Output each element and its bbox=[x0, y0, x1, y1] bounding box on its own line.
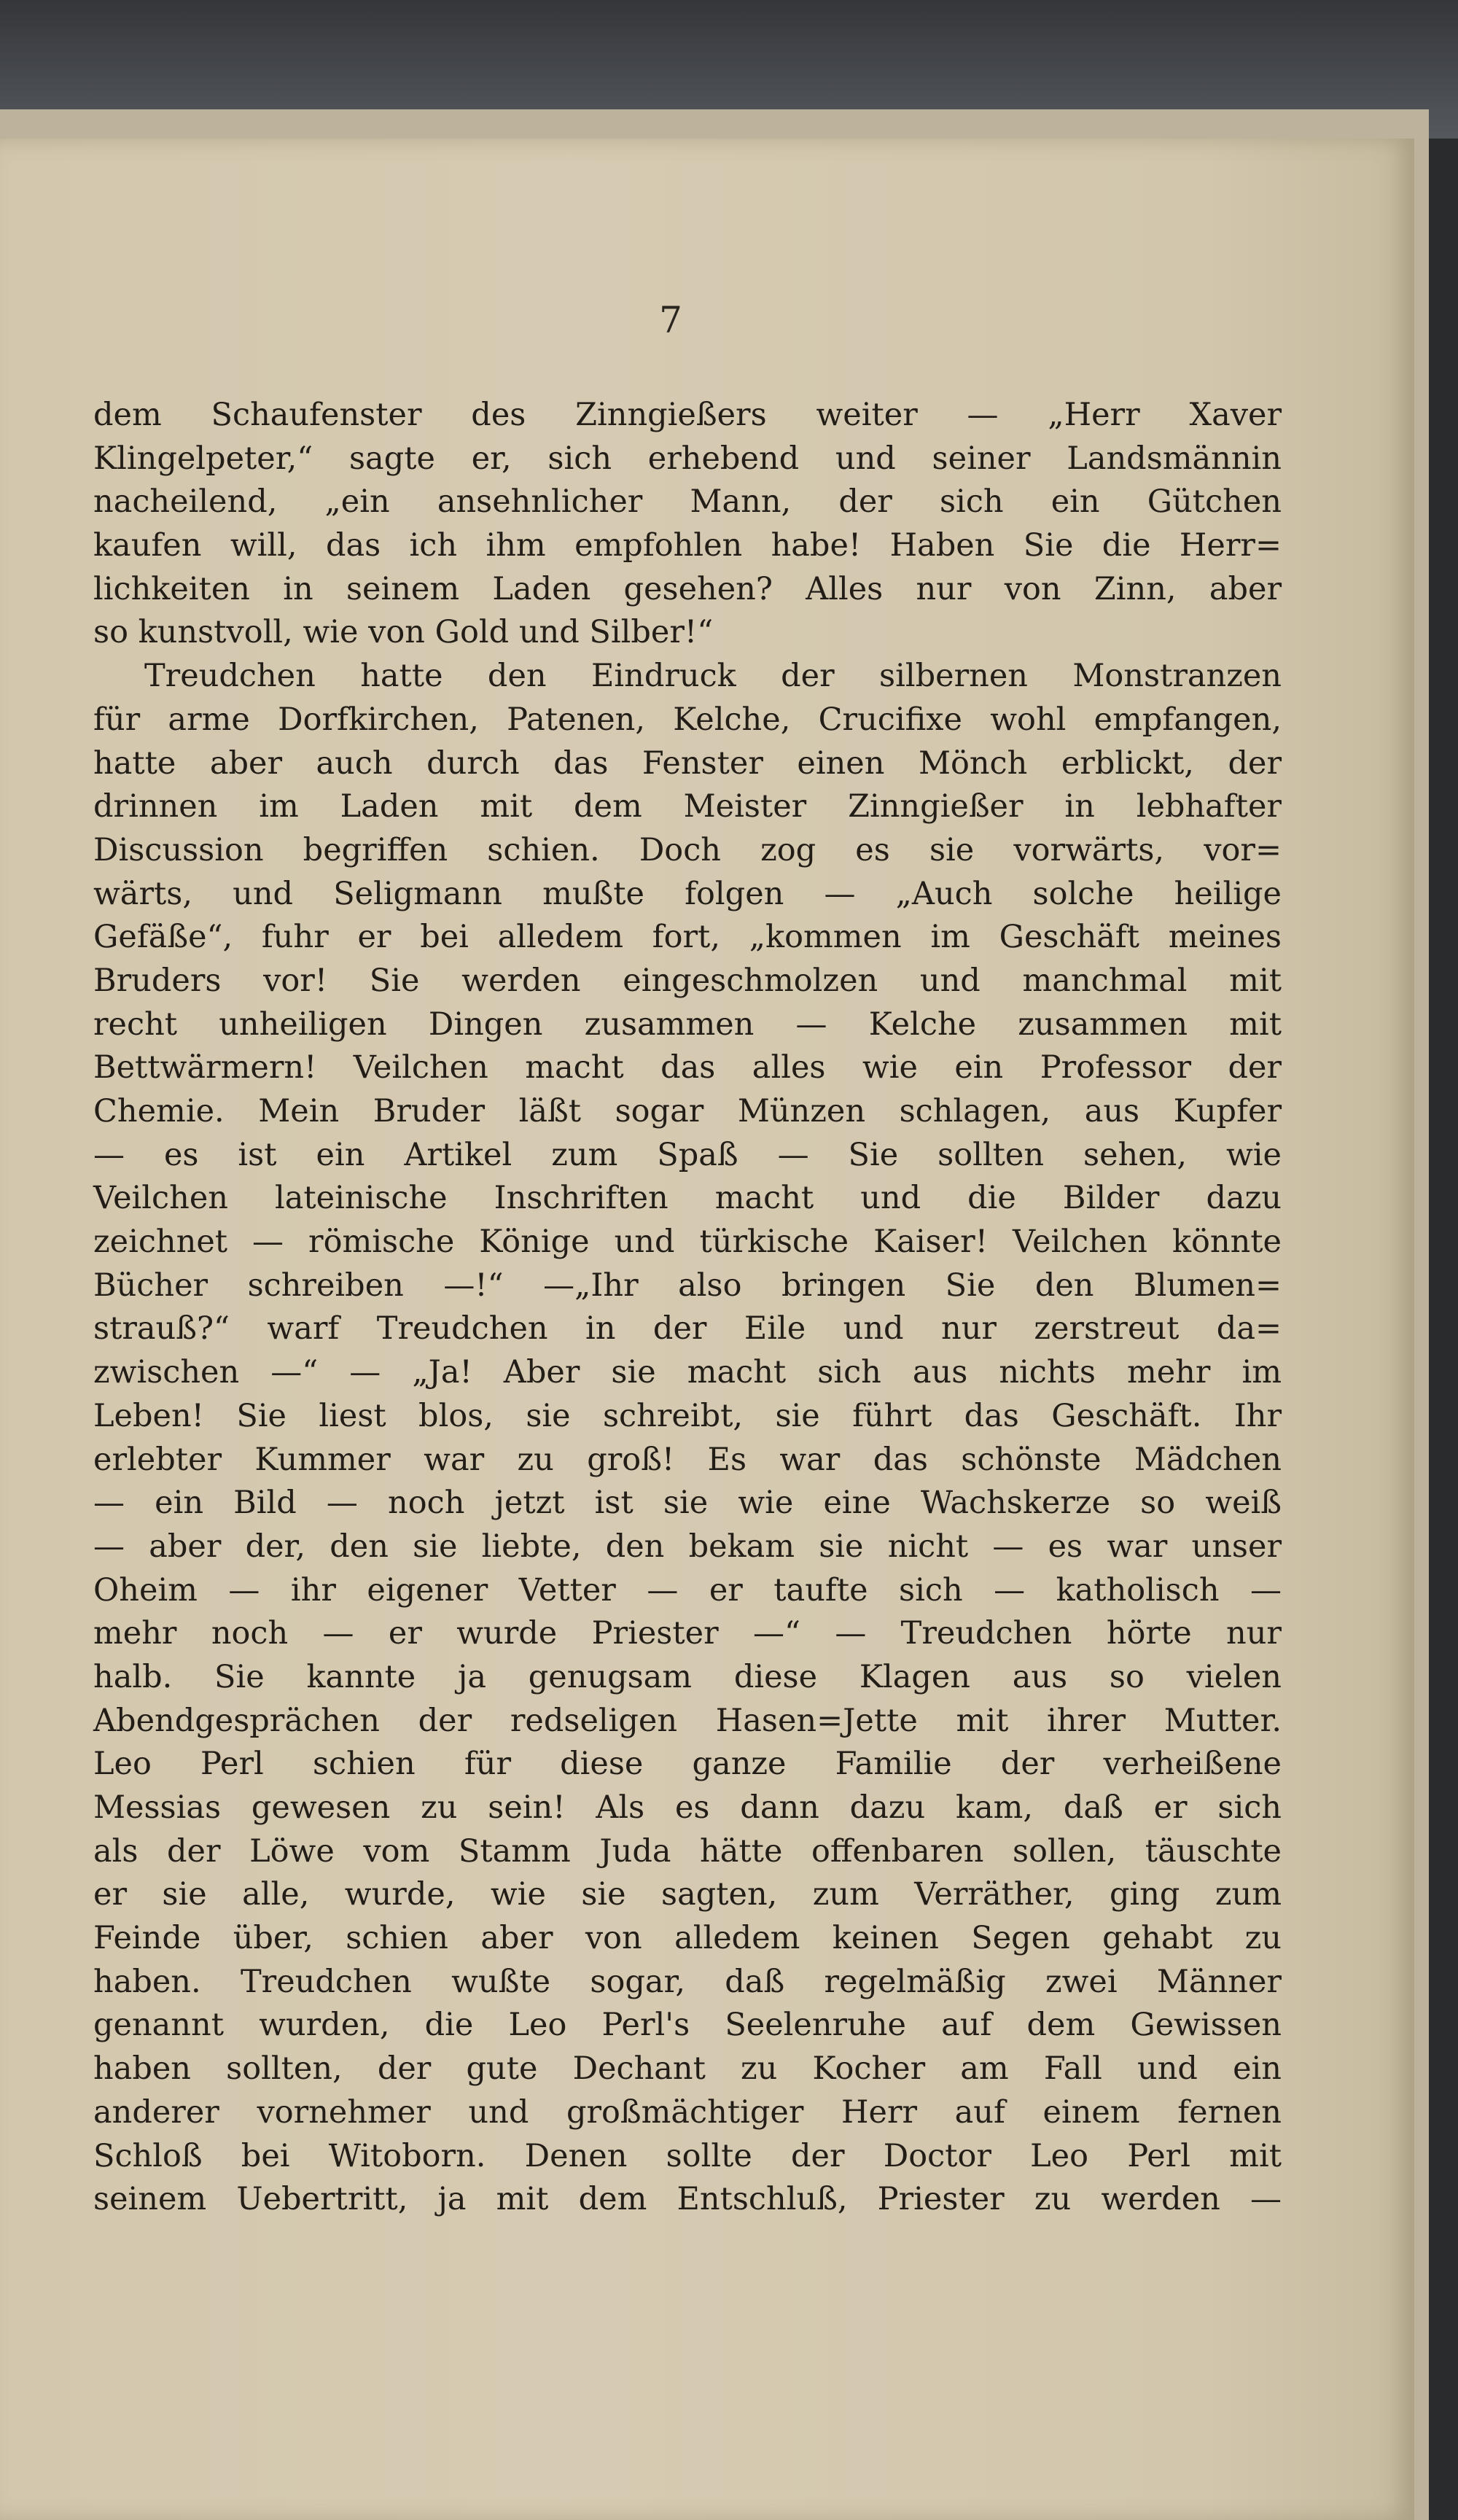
page-number: 7 bbox=[659, 299, 682, 341]
text-line: Schloß bei Witoborn. Denen sollte der Doctor Leo Perl mit bbox=[93, 2137, 1282, 2174]
text-line: seinem Uebertritt, ja mit dem Entschluß, Priester zu werden — bbox=[93, 2181, 1282, 2218]
text-line: lichkeiten in seinem Laden gesehen? Alles nur von Zinn, aber bbox=[93, 570, 1282, 607]
text-line: anderer vornehmer und großmächtiger Herr auf einem fernen bbox=[93, 2093, 1282, 2131]
text-line: er sie alle, wurde, wie sie sagten, zum Verräther, ging zum bbox=[93, 1876, 1282, 1913]
text-line: Discussion begriffen schien. Doch zog es sie vorwärts, vor= bbox=[93, 831, 1282, 868]
text-line: nacheilend, „ein ansehnlicher Mann, der sich ein Gütchen bbox=[93, 483, 1282, 521]
text-line: Klingelpeter,“ sagte er, sich erhebend und seiner Landsmännin bbox=[93, 440, 1282, 477]
text-line: — aber der, den sie liebte, den bekam sie nicht — es war unser bbox=[93, 1528, 1282, 1565]
text-line: Abendgesprächen der redseligen Hasen=Jette mit ihrer Mutter. bbox=[93, 1702, 1282, 1739]
text-line: erlebter Kummer war zu groß! Es war das schönste Mädchen bbox=[93, 1441, 1282, 1478]
text-line: halb. Sie kannte ja genugsam diese Klagen aus so vielen bbox=[93, 1658, 1282, 1695]
text-line: haben sollten, der gute Dechant zu Kocher am Fall und ein bbox=[93, 2050, 1282, 2088]
text-line: Leo Perl schien für diese ganze Familie der verheißene bbox=[93, 1746, 1282, 1783]
body-text bbox=[93, 394, 1282, 2222]
text-line: Bücher schreiben —!“ —„Ihr also bringen Sie den Blumen= bbox=[93, 1267, 1282, 1304]
text-line: hatte aber auch durch das Fenster einen Mönch erblickt, der bbox=[93, 744, 1282, 782]
text-line: Leben! Sie liest blos, sie schreibt, sie führt das Geschäft. Ihr bbox=[93, 1397, 1282, 1434]
text-line: dem Schaufenster des Zinngießers weiter — „Herr Xaver bbox=[93, 397, 1282, 433]
text-line: Bettwärmern! Veilchen macht das alles wie ein Professor der bbox=[93, 1049, 1282, 1086]
text-line: Veilchen lateinische Inschriften macht und die Bilder dazu bbox=[93, 1180, 1282, 1217]
text-line: kaufen will, das ich ihm empfohlen habe! Haben Sie die Herr= bbox=[93, 527, 1282, 564]
text-line: Feinde über, schien aber von alledem keinen Segen gehabt zu bbox=[93, 1920, 1282, 1957]
text-line: zeichnet — römische Könige und türkische Kaiser! Veilchen könnte bbox=[93, 1224, 1282, 1261]
text-line: für arme Dorfkirchen, Patenen, Kelche, Crucifixe wohl empfangen, bbox=[93, 701, 1282, 738]
text-line: haben. Treudchen wußte sogar, daß regelmäßig zwei Männer bbox=[93, 1963, 1282, 2000]
text-line: als der Löwe vom Stamm Juda hätte offenbaren sollen, täuschte bbox=[93, 1832, 1282, 1870]
text-line: genannt wurden, die Leo Perl's Seelenruhe auf dem Gewissen bbox=[93, 2007, 1282, 2044]
text-line: wärts, und Seligmann mußte folgen — „Auch solche heilige bbox=[93, 875, 1282, 912]
text-line: mehr noch — er wurde Priester —“ — Treudchen hörte nur bbox=[93, 1615, 1282, 1652]
text-line: Gefäße“, fuhr er bei alledem fort, „kommen im Geschäft meines bbox=[93, 919, 1282, 956]
text-line: Bruders vor! Sie werden eingeschmolzen und manchmal mit bbox=[93, 962, 1282, 999]
text-line: Chemie. Mein Bruder läßt sogar Münzen schlagen, aus Kupfer bbox=[93, 1093, 1282, 1129]
text-line: zwischen —“ — „Ja! Aber sie macht sich aus nichts mehr im bbox=[93, 1354, 1282, 1391]
text-line: recht unheiligen Dingen zusammen — Kelche zusammen mit bbox=[93, 1006, 1282, 1043]
text-line: strauß?“ warf Treudchen in der Eile und nur zerstreut da= bbox=[93, 1310, 1282, 1348]
text-line: Oheim — ihr eigener Vetter — er taufte sich — katholisch — bbox=[93, 1571, 1282, 1609]
text-line: drinnen im Laden mit dem Meister Zinngießer in lebhafter bbox=[93, 788, 1282, 825]
text-line: so kunstvoll, wie von Gold und Silber!“ bbox=[93, 614, 714, 651]
text-line: Messias gewesen zu sein! Als es dann dazu kam, daß er sich bbox=[93, 1789, 1282, 1826]
text-line: — es ist ein Artikel zum Spaß — Sie sollten sehen, wie bbox=[93, 1136, 1282, 1173]
paragraph-start: Treudchen hatte den Eindruck der silbernen Monstranzen bbox=[144, 658, 1282, 695]
text-line: — ein Bild — noch jetzt ist sie wie eine Wachskerze so weiß bbox=[93, 1485, 1282, 1522]
